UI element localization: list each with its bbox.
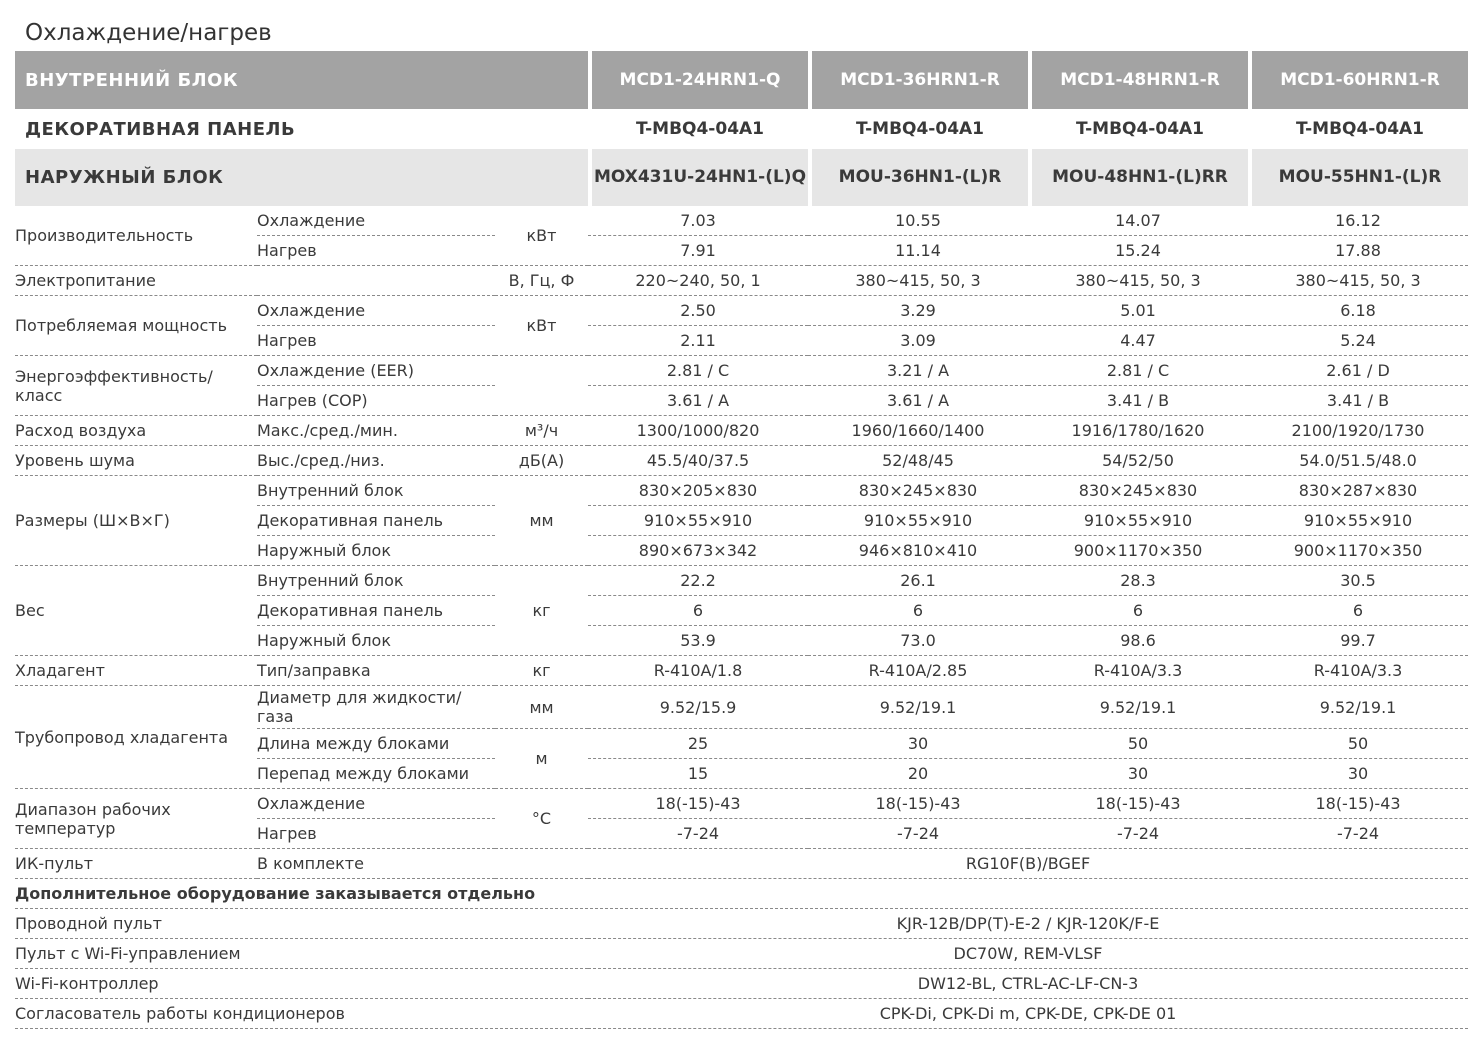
value-cell: 18(-15)-43: [1028, 789, 1248, 819]
outdoor-model: MOX431U-24HN1-(L)Q: [588, 149, 808, 206]
sub-label: Нагрев: [257, 236, 495, 266]
value-cell: 6.18: [1248, 296, 1468, 326]
value-cell: 30: [1028, 759, 1248, 789]
unit-label: кг: [495, 656, 588, 686]
table-row: [15, 266, 1468, 296]
value-cell: 3.61 / A: [588, 386, 808, 416]
panel-model: T-MBQ4-04A1: [808, 109, 1028, 149]
optional-heading: Дополнительное оборудование заказывается отдельно: [15, 879, 1468, 909]
outdoor-model: MOU-48HN1-(L)RR: [1028, 149, 1248, 206]
param-label: Хладагент: [15, 656, 257, 686]
sub-label: Диаметр для жидкости/ газа: [257, 686, 495, 729]
outdoor-model: MOU-55HN1-(L)R: [1248, 149, 1468, 206]
value-cell: 7.91: [588, 236, 808, 266]
header-row-outdoor: [15, 149, 1468, 206]
value-cell: 28.3: [1028, 566, 1248, 596]
value-cell: 2.81 / C: [1028, 356, 1248, 386]
sub-label: Внутренний блок: [257, 476, 495, 506]
value-cell: 18(-15)-43: [808, 789, 1028, 819]
sub-label: Наружный блок: [257, 626, 495, 656]
panel-model: T-MBQ4-04A1: [1248, 109, 1468, 149]
value-cell: -7-24: [588, 819, 808, 849]
value-cell: 6: [808, 596, 1028, 626]
value-cell: 2.61 / D: [1248, 356, 1468, 386]
sub-label: Декоративная панель: [257, 506, 495, 536]
value-cell: 1916/1780/1620: [1028, 416, 1248, 446]
value-cell: 1960/1660/1400: [808, 416, 1028, 446]
value-cell: 900×1170×350: [1028, 536, 1248, 566]
outdoor-unit-label: НАРУЖНЫЙ БЛОК: [15, 149, 588, 206]
value-cell: R-410A/3.3: [1248, 656, 1468, 686]
indoor-model: MCD1-24HRN1-Q: [588, 51, 808, 109]
sub-label: Охлаждение: [257, 296, 495, 326]
value-cell: 50: [1248, 729, 1468, 759]
param-label: Энергоэффективность/ класс: [15, 356, 257, 416]
panel-model: T-MBQ4-04A1: [588, 109, 808, 149]
table-row: [15, 686, 1468, 729]
value-cell: 15: [588, 759, 808, 789]
unit-label: мм: [495, 476, 588, 566]
unit-label: [495, 356, 588, 416]
indoor-model: MCD1-48HRN1-R: [1028, 51, 1248, 109]
value-cell: 2.50: [588, 296, 808, 326]
param-label: Размеры (Ш×В×Г): [15, 476, 257, 566]
value-cell: 22.2: [588, 566, 808, 596]
value-cell: 6: [1248, 596, 1468, 626]
option-label: Проводной пульт: [15, 909, 588, 939]
value-cell: 30: [1248, 759, 1468, 789]
sub-label: Тип/заправка: [257, 656, 495, 686]
table-row: [15, 566, 1468, 596]
value-cell: 54.0/51.5/48.0: [1248, 446, 1468, 476]
value-cell: 11.14: [808, 236, 1028, 266]
table-row: [15, 446, 1468, 476]
merged-value-cell: RG10F(B)/BGEF: [588, 849, 1468, 879]
value-cell: 3.29: [808, 296, 1028, 326]
value-cell: 830×205×830: [588, 476, 808, 506]
value-cell: -7-24: [808, 819, 1028, 849]
table-row: [15, 356, 1468, 386]
unit-label: °C: [495, 789, 588, 849]
table-row: [15, 969, 1468, 999]
header-row-panel: [15, 109, 1468, 149]
unit-label: м³/ч: [495, 416, 588, 446]
unit-label: В, Гц, Ф: [495, 266, 588, 296]
sub-label: Выс./сред./низ.: [257, 446, 495, 476]
table-row: [15, 416, 1468, 446]
value-cell: 910×55×910: [1248, 506, 1468, 536]
param-label: Диапазон рабочих температур: [15, 789, 257, 849]
unit-label: кг: [495, 566, 588, 656]
param-label: Трубопровод хладагента: [15, 686, 257, 789]
unit-label: кВт: [495, 206, 588, 266]
sub-label: Макс./сред./мин.: [257, 416, 495, 446]
unit-label: дБ(А): [495, 446, 588, 476]
value-cell: 910×55×910: [1028, 506, 1248, 536]
value-cell: 53.9: [588, 626, 808, 656]
table-row: [15, 656, 1468, 686]
param-label: Потребляемая мощность: [15, 296, 257, 356]
indoor-model: MCD1-60HRN1-R: [1248, 51, 1468, 109]
param-label: Производительность: [15, 206, 257, 266]
value-cell: 1300/1000/820: [588, 416, 808, 446]
panel-model: T-MBQ4-04A1: [1028, 109, 1248, 149]
value-cell: 5.01: [1028, 296, 1248, 326]
value-cell: R-410A/3.3: [1028, 656, 1248, 686]
param-label: Уровень шума: [15, 446, 257, 476]
value-cell: 99.7: [1248, 626, 1468, 656]
sub-label-empty: [257, 266, 495, 296]
merged-value-cell: CPK-Di, CPK-Di m, CPK-DE, CPK-DE 01: [588, 999, 1468, 1029]
value-cell: R-410A/2.85: [808, 656, 1028, 686]
value-cell: 7.03: [588, 206, 808, 236]
sub-label: Охлаждение: [257, 789, 495, 819]
merged-value-cell: KJR-12B/DP(T)-E-2 / KJR-120K/F-E: [588, 909, 1468, 939]
unit-label: мм: [495, 686, 588, 729]
table-row: [15, 206, 1468, 236]
merged-value-cell: DW12-BL, CTRL-AC-LF-CN-3: [588, 969, 1468, 999]
value-cell: 9.52/15.9: [588, 686, 808, 729]
value-cell: 10.55: [808, 206, 1028, 236]
option-label: Согласователь работы кондиционеров: [15, 999, 588, 1029]
value-cell: -7-24: [1028, 819, 1248, 849]
value-cell: 220~240, 50, 1: [588, 266, 808, 296]
sub-label: Декоративная панель: [257, 596, 495, 626]
unit-label: кВт: [495, 296, 588, 356]
table-row: [15, 939, 1468, 969]
value-cell: 830×245×830: [1028, 476, 1248, 506]
sub-label: Нагрев: [257, 819, 495, 849]
sub-label: В комплекте: [257, 849, 495, 879]
value-cell: 98.6: [1028, 626, 1248, 656]
option-label: Пульт с Wi-Fi-управлением: [15, 939, 588, 969]
value-cell: 14.07: [1028, 206, 1248, 236]
param-label: Расход воздуха: [15, 416, 257, 446]
value-cell: 380~415, 50, 3: [1248, 266, 1468, 296]
value-cell: 25: [588, 729, 808, 759]
value-cell: 3.41 / B: [1028, 386, 1248, 416]
page-title: Охлаждение/нагрев: [25, 20, 272, 46]
value-cell: 380~415, 50, 3: [1028, 266, 1248, 296]
param-label: Вес: [15, 566, 257, 656]
value-cell: 30.5: [1248, 566, 1468, 596]
value-cell: 9.52/19.1: [1028, 686, 1248, 729]
table-row: [15, 849, 1468, 879]
value-cell: 15.24: [1028, 236, 1248, 266]
table-row: [15, 296, 1468, 326]
unit-label: м: [495, 729, 588, 789]
unit-label-empty: [495, 849, 588, 879]
value-cell: R-410A/1.8: [588, 656, 808, 686]
header-row-indoor: [15, 51, 1468, 109]
value-cell: 380~415, 50, 3: [808, 266, 1028, 296]
value-cell: -7-24: [1248, 819, 1468, 849]
merged-value-cell: DC70W, REM-VLSF: [588, 939, 1468, 969]
param-label: Электропитание: [15, 266, 257, 296]
value-cell: 900×1170×350: [1248, 536, 1468, 566]
value-cell: 18(-15)-43: [588, 789, 808, 819]
value-cell: 5.24: [1248, 326, 1468, 356]
value-cell: 30: [808, 729, 1028, 759]
value-cell: 45.5/40/37.5: [588, 446, 808, 476]
value-cell: 946×810×410: [808, 536, 1028, 566]
section-heading-row: [15, 879, 1468, 909]
option-label: Wi-Fi-контроллер: [15, 969, 588, 999]
value-cell: 9.52/19.1: [1248, 686, 1468, 729]
value-cell: 6: [588, 596, 808, 626]
sub-label: Охлаждение (EER): [257, 356, 495, 386]
value-cell: 73.0: [808, 626, 1028, 656]
value-cell: 20: [808, 759, 1028, 789]
sub-label: Нагрев (COP): [257, 386, 495, 416]
value-cell: 54/52/50: [1028, 446, 1248, 476]
value-cell: 2.81 / C: [588, 356, 808, 386]
value-cell: 6: [1028, 596, 1248, 626]
table-row: [15, 476, 1468, 506]
spec-table: [15, 51, 1468, 1029]
sub-label: Внутренний блок: [257, 566, 495, 596]
value-cell: 9.52/19.1: [808, 686, 1028, 729]
sub-label: Охлаждение: [257, 206, 495, 236]
value-cell: 890×673×342: [588, 536, 808, 566]
outdoor-model: MOU-36HN1-(L)R: [808, 149, 1028, 206]
value-cell: 2100/1920/1730: [1248, 416, 1468, 446]
value-cell: 2.11: [588, 326, 808, 356]
sub-label: Перепад между блоками: [257, 759, 495, 789]
value-cell: 3.21 / A: [808, 356, 1028, 386]
sub-label: Нагрев: [257, 326, 495, 356]
value-cell: 4.47: [1028, 326, 1248, 356]
indoor-model: MCD1-36HRN1-R: [808, 51, 1028, 109]
table-row: [15, 789, 1468, 819]
sub-label: Длина между блоками: [257, 729, 495, 759]
value-cell: 52/48/45: [808, 446, 1028, 476]
value-cell: 910×55×910: [588, 506, 808, 536]
sub-label: Наружный блок: [257, 536, 495, 566]
value-cell: 3.09: [808, 326, 1028, 356]
value-cell: 50: [1028, 729, 1248, 759]
indoor-unit-label: ВНУТРЕННИЙ БЛОК: [15, 51, 588, 109]
value-cell: 16.12: [1248, 206, 1468, 236]
panel-label: ДЕКОРАТИВНАЯ ПАНЕЛЬ: [15, 109, 588, 149]
value-cell: 910×55×910: [808, 506, 1028, 536]
table-row: [15, 999, 1468, 1029]
value-cell: 17.88: [1248, 236, 1468, 266]
value-cell: 3.41 / B: [1248, 386, 1468, 416]
value-cell: 830×287×830: [1248, 476, 1468, 506]
table-row: [15, 909, 1468, 939]
value-cell: 3.61 / A: [808, 386, 1028, 416]
param-label: ИК-пульт: [15, 849, 257, 879]
value-cell: 26.1: [808, 566, 1028, 596]
value-cell: 18(-15)-43: [1248, 789, 1468, 819]
value-cell: 830×245×830: [808, 476, 1028, 506]
